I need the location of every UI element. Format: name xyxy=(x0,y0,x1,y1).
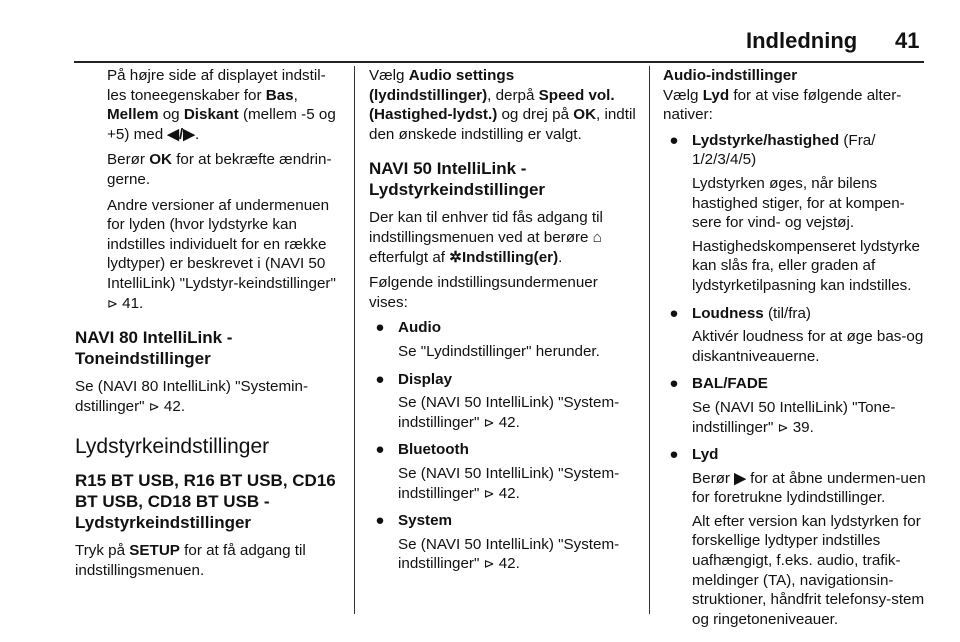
reference-arrow-icon: ⊳ xyxy=(148,398,160,414)
list-item: ● Lydstyrke/hastighed (Fra/ 1/2/3/4/5) Lydstyrken øges, når bilens hastighed stiger, for at kompen-sere for vind- og vejstøj. Hastighedskompenseret lydstyrke kan slås fra, eller graden af lydstyrketilpasning kan indstilles. xyxy=(663,131,929,296)
list-item: ● Loudness (til/fra) Aktivér loudness for at øge bas-og diskantniveauerne. xyxy=(663,304,929,367)
heading-r15: R15 BT USB, R16 BT USB, CD16 BT USB, CD18 BT USB - Lydstyrkeindstillinger xyxy=(75,471,336,533)
column-divider-1 xyxy=(354,66,355,614)
confirm-paragraph: Berør OK for at bekræfte ændrin-gerne. xyxy=(107,151,332,188)
heading-audio-settings: Audio-indstillinger xyxy=(663,67,798,84)
list-item: ● System Se (NAVI 50 IntelliLink) "System-indstillinger" ⊳ 42. xyxy=(369,511,639,574)
list-item: ● Lyd Berør ▶ for at åbne undermen-uen for foretrukne lydindstillinger. Alt efter version kan lydstyrken for forskellige lydtyper indstilles uafhængigt, f.eks. audio, trafik-meldinger (TA), navigationsin-struktioner, håndfrit telefonsy-stem og ringetoneniveauer. xyxy=(663,445,929,629)
audio-intro: Vælg Lyd for at vise følgende alter-nativer: xyxy=(663,86,902,124)
bullet-icon: ● xyxy=(375,370,385,388)
versions-paragraph: Andre versioner af undermenuen for lyden (hvor lydstyrke kan indstilles individuelt for en række lydtyper) er beskrevet i (NAVI 50 IntelliLink) "Lydstyr-keindstillinger" ⊳ 41. xyxy=(107,196,336,312)
bullet-icon: ● xyxy=(375,319,385,337)
list-item: ● Audio Se "Lydindstillinger" herunder. xyxy=(369,318,639,361)
gear-icon: ✲ xyxy=(449,248,462,266)
home-icon: ⌂ xyxy=(592,228,602,246)
reference-arrow-icon: ⊳ xyxy=(483,485,495,501)
heading-lydstyrke: Lydstyrkeindstillinger xyxy=(75,435,270,459)
bullet-icon: ● xyxy=(669,304,679,322)
heading-navi80: NAVI 80 IntelliLink - Toneindstillinger xyxy=(75,328,233,369)
reference-arrow-icon: ⊳ xyxy=(483,414,495,430)
column-3 xyxy=(663,66,929,637)
bullet-icon: ● xyxy=(669,375,679,393)
column-divider-2 xyxy=(649,66,650,614)
navi80-paragraph: Se (NAVI 80 IntelliLink) "Systemin-dstillinger" ⊳ 42. xyxy=(75,378,309,415)
bullet-icon: ● xyxy=(669,131,679,149)
reference-arrow-icon: ⊳ xyxy=(483,556,495,572)
submenu-list xyxy=(369,318,639,574)
list-item: ● Display Se (NAVI 50 IntelliLink) "System-indstillinger" ⊳ 42. xyxy=(369,370,639,433)
reference-arrow-icon: ⊳ xyxy=(107,295,118,311)
column-1 xyxy=(75,66,345,587)
audio-options-list xyxy=(663,131,929,630)
bullet-icon: ● xyxy=(375,512,385,530)
page-header xyxy=(0,28,960,58)
left-right-arrows-icon: ◀/▶ xyxy=(167,125,195,143)
list-item: ● Bluetooth Se (NAVI 50 IntelliLink) "System-indstillinger" ⊳ 42. xyxy=(369,440,639,503)
bullet-icon: ● xyxy=(669,446,679,464)
speed-paragraph: Vælg Audio settings (lydindstillinger), derpå Speed vol. (Hastighed-lydst.) og drej på OK, indtil den ønskede indstilling er valgt. xyxy=(369,67,636,143)
reference-arrow-icon: ⊳ xyxy=(777,419,789,435)
heading-navi50: NAVI 50 IntelliLink - Lydstyrkeindstillinger xyxy=(369,159,546,200)
tone-paragraphs xyxy=(107,66,345,313)
submenus-intro: Følgende indstillingsundermenuer vises: xyxy=(369,274,598,311)
bullet-icon: ● xyxy=(375,441,385,459)
tone-paragraph: På højre side af displayet indstil-les toneegenskaber for Bas, Mellem og Diskant (mellem -5 og +5) med ◀/▶. xyxy=(107,67,336,143)
navi50-paragraph: Der kan til enhver tid fås adgang til indstillingsmenuen ved at berøre ⌂ efterfulgt af ✲Indstilling(er). xyxy=(369,209,603,266)
header-rule xyxy=(74,61,924,63)
right-triangle-icon: ▶ xyxy=(734,469,746,487)
column-2 xyxy=(369,66,639,582)
setup-paragraph: Tryk på SETUP for at få adgang til indstillingsmenuen. xyxy=(75,542,306,579)
list-item: ● BAL/FADE Se (NAVI 50 IntelliLink) "Tone-indstillinger" ⊳ 39. xyxy=(663,374,929,437)
section-title: Indledning xyxy=(746,28,858,53)
page-number: 41 xyxy=(895,28,920,53)
